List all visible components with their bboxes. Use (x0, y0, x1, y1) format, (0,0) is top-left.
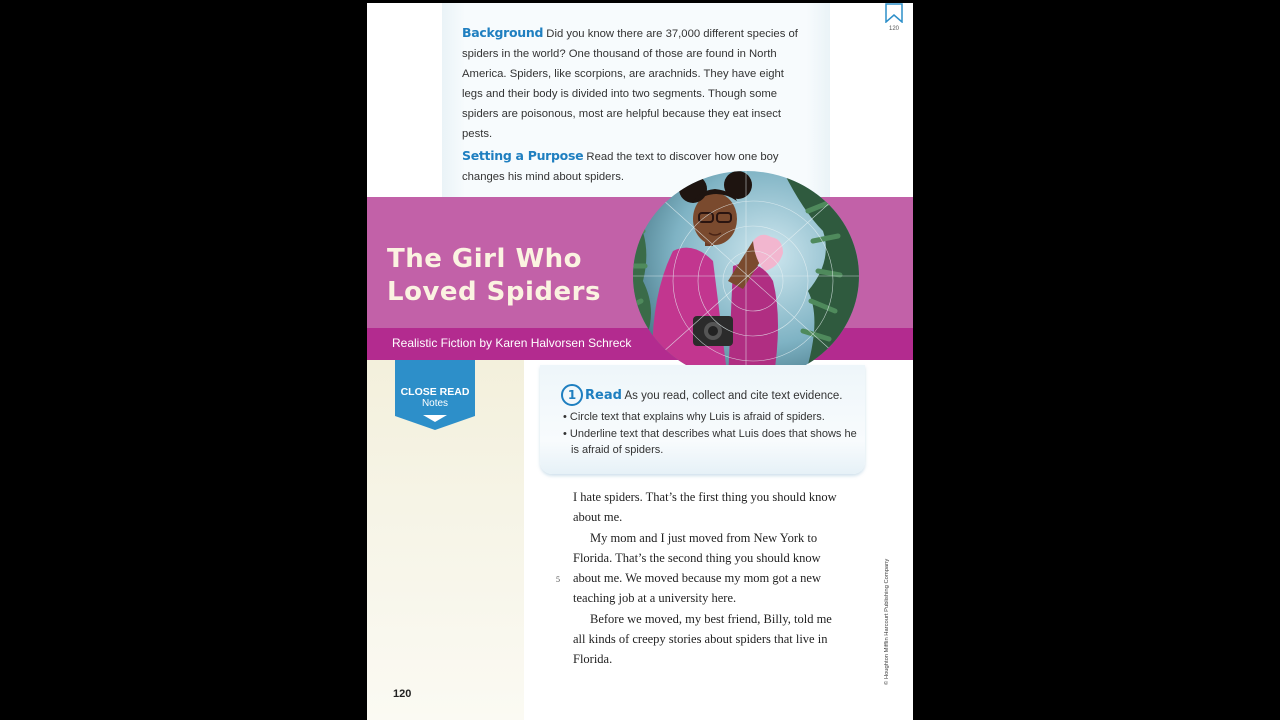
background-line: America. Spiders, like scorpions, are arachnids. They have eight legs (462, 68, 784, 100)
step-number-badge: 1 (561, 384, 583, 406)
intro-text (462, 23, 807, 189)
background-line: and their body is divided into two segments. Though some spiders (462, 88, 778, 120)
bookmark-icon[interactable] (885, 3, 903, 23)
read-bullet-list (563, 409, 863, 459)
read-bullet: • Underline text that describes what Luis does that shows he is afraid of spiders. (563, 427, 857, 456)
story-paragraph: Before we moved, my best friend, Billy, told me all kinds of creepy stories about spiders that live in Florida. (573, 611, 832, 667)
background-line: are poisonous, most are helpful because they eat insect pests. (462, 108, 782, 140)
background-line: spiders in the world? One thousand of those are found in North (462, 48, 777, 60)
page-number: 120 (393, 688, 412, 700)
story-title (387, 243, 601, 309)
read-bullet: • Circle text that explains why Luis is afraid of spiders. (563, 411, 825, 423)
purpose-heading: Setting a Purpose (462, 148, 584, 163)
line-number: 5 (556, 575, 560, 584)
read-heading-line (585, 388, 842, 403)
background-heading: Background (462, 25, 544, 40)
ebook-page (367, 3, 913, 720)
purpose-line: Read the text to discover how one boy (586, 151, 779, 163)
read-heading: Read (585, 388, 622, 403)
background-line: Did you know there are 37,000 different species of (546, 28, 798, 40)
title-line-2: Loved Spiders (387, 277, 601, 307)
background-paragraph (462, 23, 807, 144)
illustration-girl-with-spider-web (633, 171, 859, 381)
story-paragraph: My mom and I just moved from New York to Florida. That’s the second thing you should know about me. We moved because my mom got a new teaching job at a university here. (573, 530, 822, 606)
story-text (573, 487, 843, 670)
byline: Realistic Fiction by Karen Halvorsen Schreck (392, 336, 632, 350)
copyright-notice: © Houghton Mifflin Harcourt Publishing Company (884, 558, 890, 685)
close-read-sublabel: Notes (421, 398, 449, 409)
purpose-line: changes his mind about spiders. (462, 171, 625, 183)
bookmark-page-label: 120 (888, 26, 899, 32)
story-paragraph: I hate spiders. That’s the first thing you should know about me. (573, 490, 837, 525)
read-instruction: As you read, collect and cite text evidence. (624, 390, 843, 402)
close-read-label: CLOSE READ (400, 386, 470, 398)
title-line-1: The Girl Who (387, 244, 583, 274)
